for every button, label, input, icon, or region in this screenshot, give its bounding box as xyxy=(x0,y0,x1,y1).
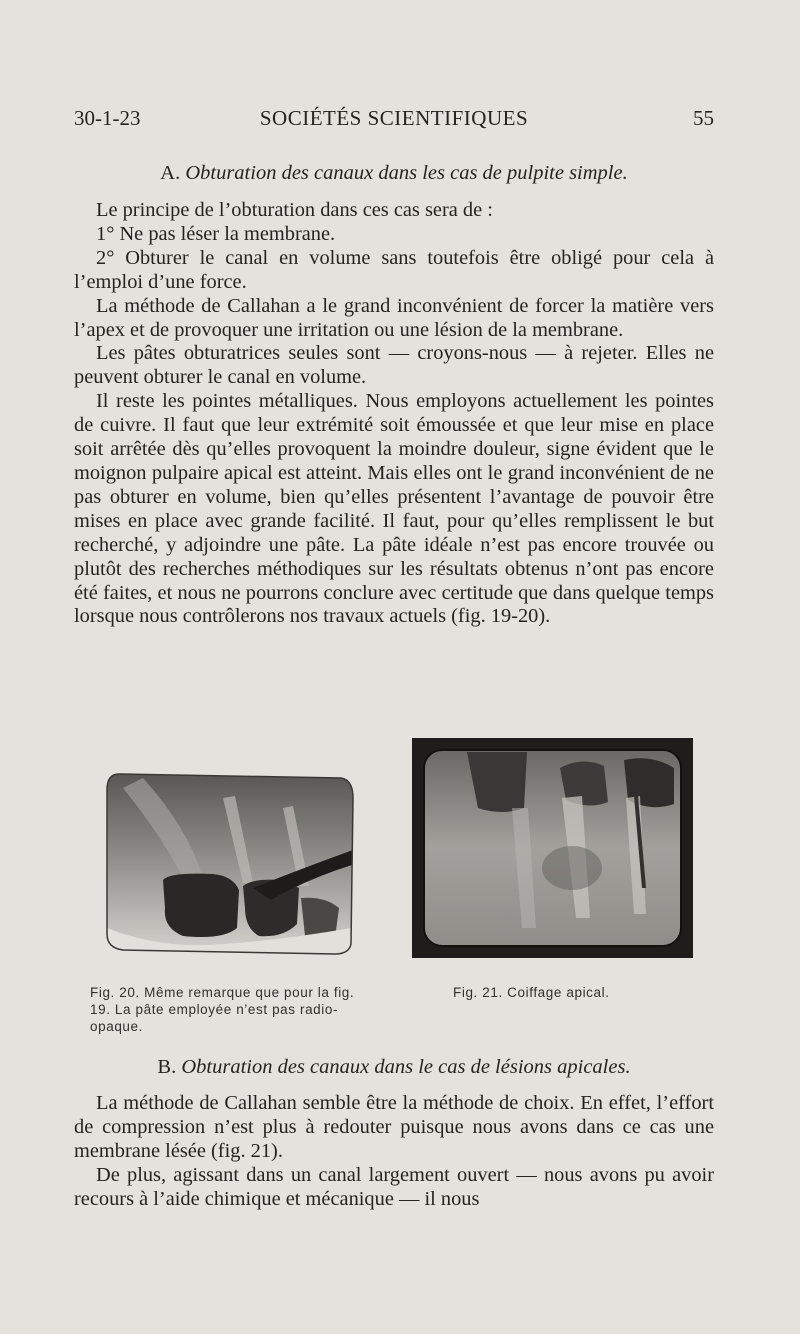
page-number: 55 xyxy=(693,106,714,130)
paragraph: 2° Obturer le canal en volume sans toutefois être obligé pour cela à l’emploi d’une force. xyxy=(74,246,714,293)
section-a-heading: Obturation des canaux dans les cas de pulpite simple. xyxy=(185,162,628,184)
paragraph: La méthode de Callahan a le grand inconvénient de forcer la matière vers l’apex et de provoquer une irritation ou une lésion de la membrane. xyxy=(74,294,714,341)
figure-21-caption: Fig. 21. Coiffage apical. xyxy=(453,985,610,1000)
paragraph: Le principe de l’obturation dans ces cas sera de : xyxy=(96,199,493,221)
section-a-title xyxy=(74,162,714,185)
figure-20-radiograph xyxy=(103,768,355,956)
section-b-title xyxy=(74,1056,714,1079)
paragraph: La méthode de Callahan semble être la méthode de choix. En effet, l’effort de compression n’est plus à redouter puisque nous avons dans ce cas une membrane lésée (fig. 21). xyxy=(74,1092,714,1162)
paragraph: Il reste les pointes métalliques. Nous employons actuellement les pointes de cuivre. Il faut que leur extrémité soit émoussée et que leur mise en place soit arrêtée dès qu’elles provoquent la moindre douleur, signe évident que le moignon pulpaire apical est atteint. Mais elles ont le grand inconvénient de ne pas obturer en volume, bien qu’elles présentent l’avantage de pouvoir être mises en place avec grande facilité. Il faut, pour qu’elles remplissent le but recherché, y adjoindre une pâte. La pâte idéale n’est pas encore trouvée ou plutôt des recherches méthodiques sur les résultats obtenus n’ont pas encore été faites, et nous ne pourrons conclure avec certitude que dans quelque temps lorsque nous contrôlerons nos travaux actuels (fig. 19-20). xyxy=(74,390,714,628)
running-header xyxy=(74,106,714,140)
header-date: 30-1-23 xyxy=(74,106,141,130)
section-a-body xyxy=(74,199,714,629)
section-b-heading: Obturation des canaux dans le cas de lésions apicales. xyxy=(181,1056,631,1078)
paragraph: 1° Ne pas léser la membrane. xyxy=(96,222,336,245)
section-a-letter: A. xyxy=(160,162,181,184)
paragraph: De plus, agissant dans un canal largement ouvert — nous avons pu avoir recours à l’aide chimique et mécanique — il nous xyxy=(74,1163,714,1210)
paragraph: Les pâtes obturatrices seules sont — croyons-nous — à rejeter. Elles ne peuvent obturer le canal en volume. xyxy=(74,342,714,389)
header-title: SOCIÉTÉS SCIENTIFIQUES xyxy=(259,106,529,130)
section-b-body xyxy=(74,1092,714,1212)
section-b-letter: B. xyxy=(157,1056,177,1078)
figure-21-radiograph xyxy=(412,738,693,958)
figure-20-caption: Fig. 20. Même remarque que pour la fig. 19. La pâte employée n’est pas radio-opaque. xyxy=(90,985,355,1034)
